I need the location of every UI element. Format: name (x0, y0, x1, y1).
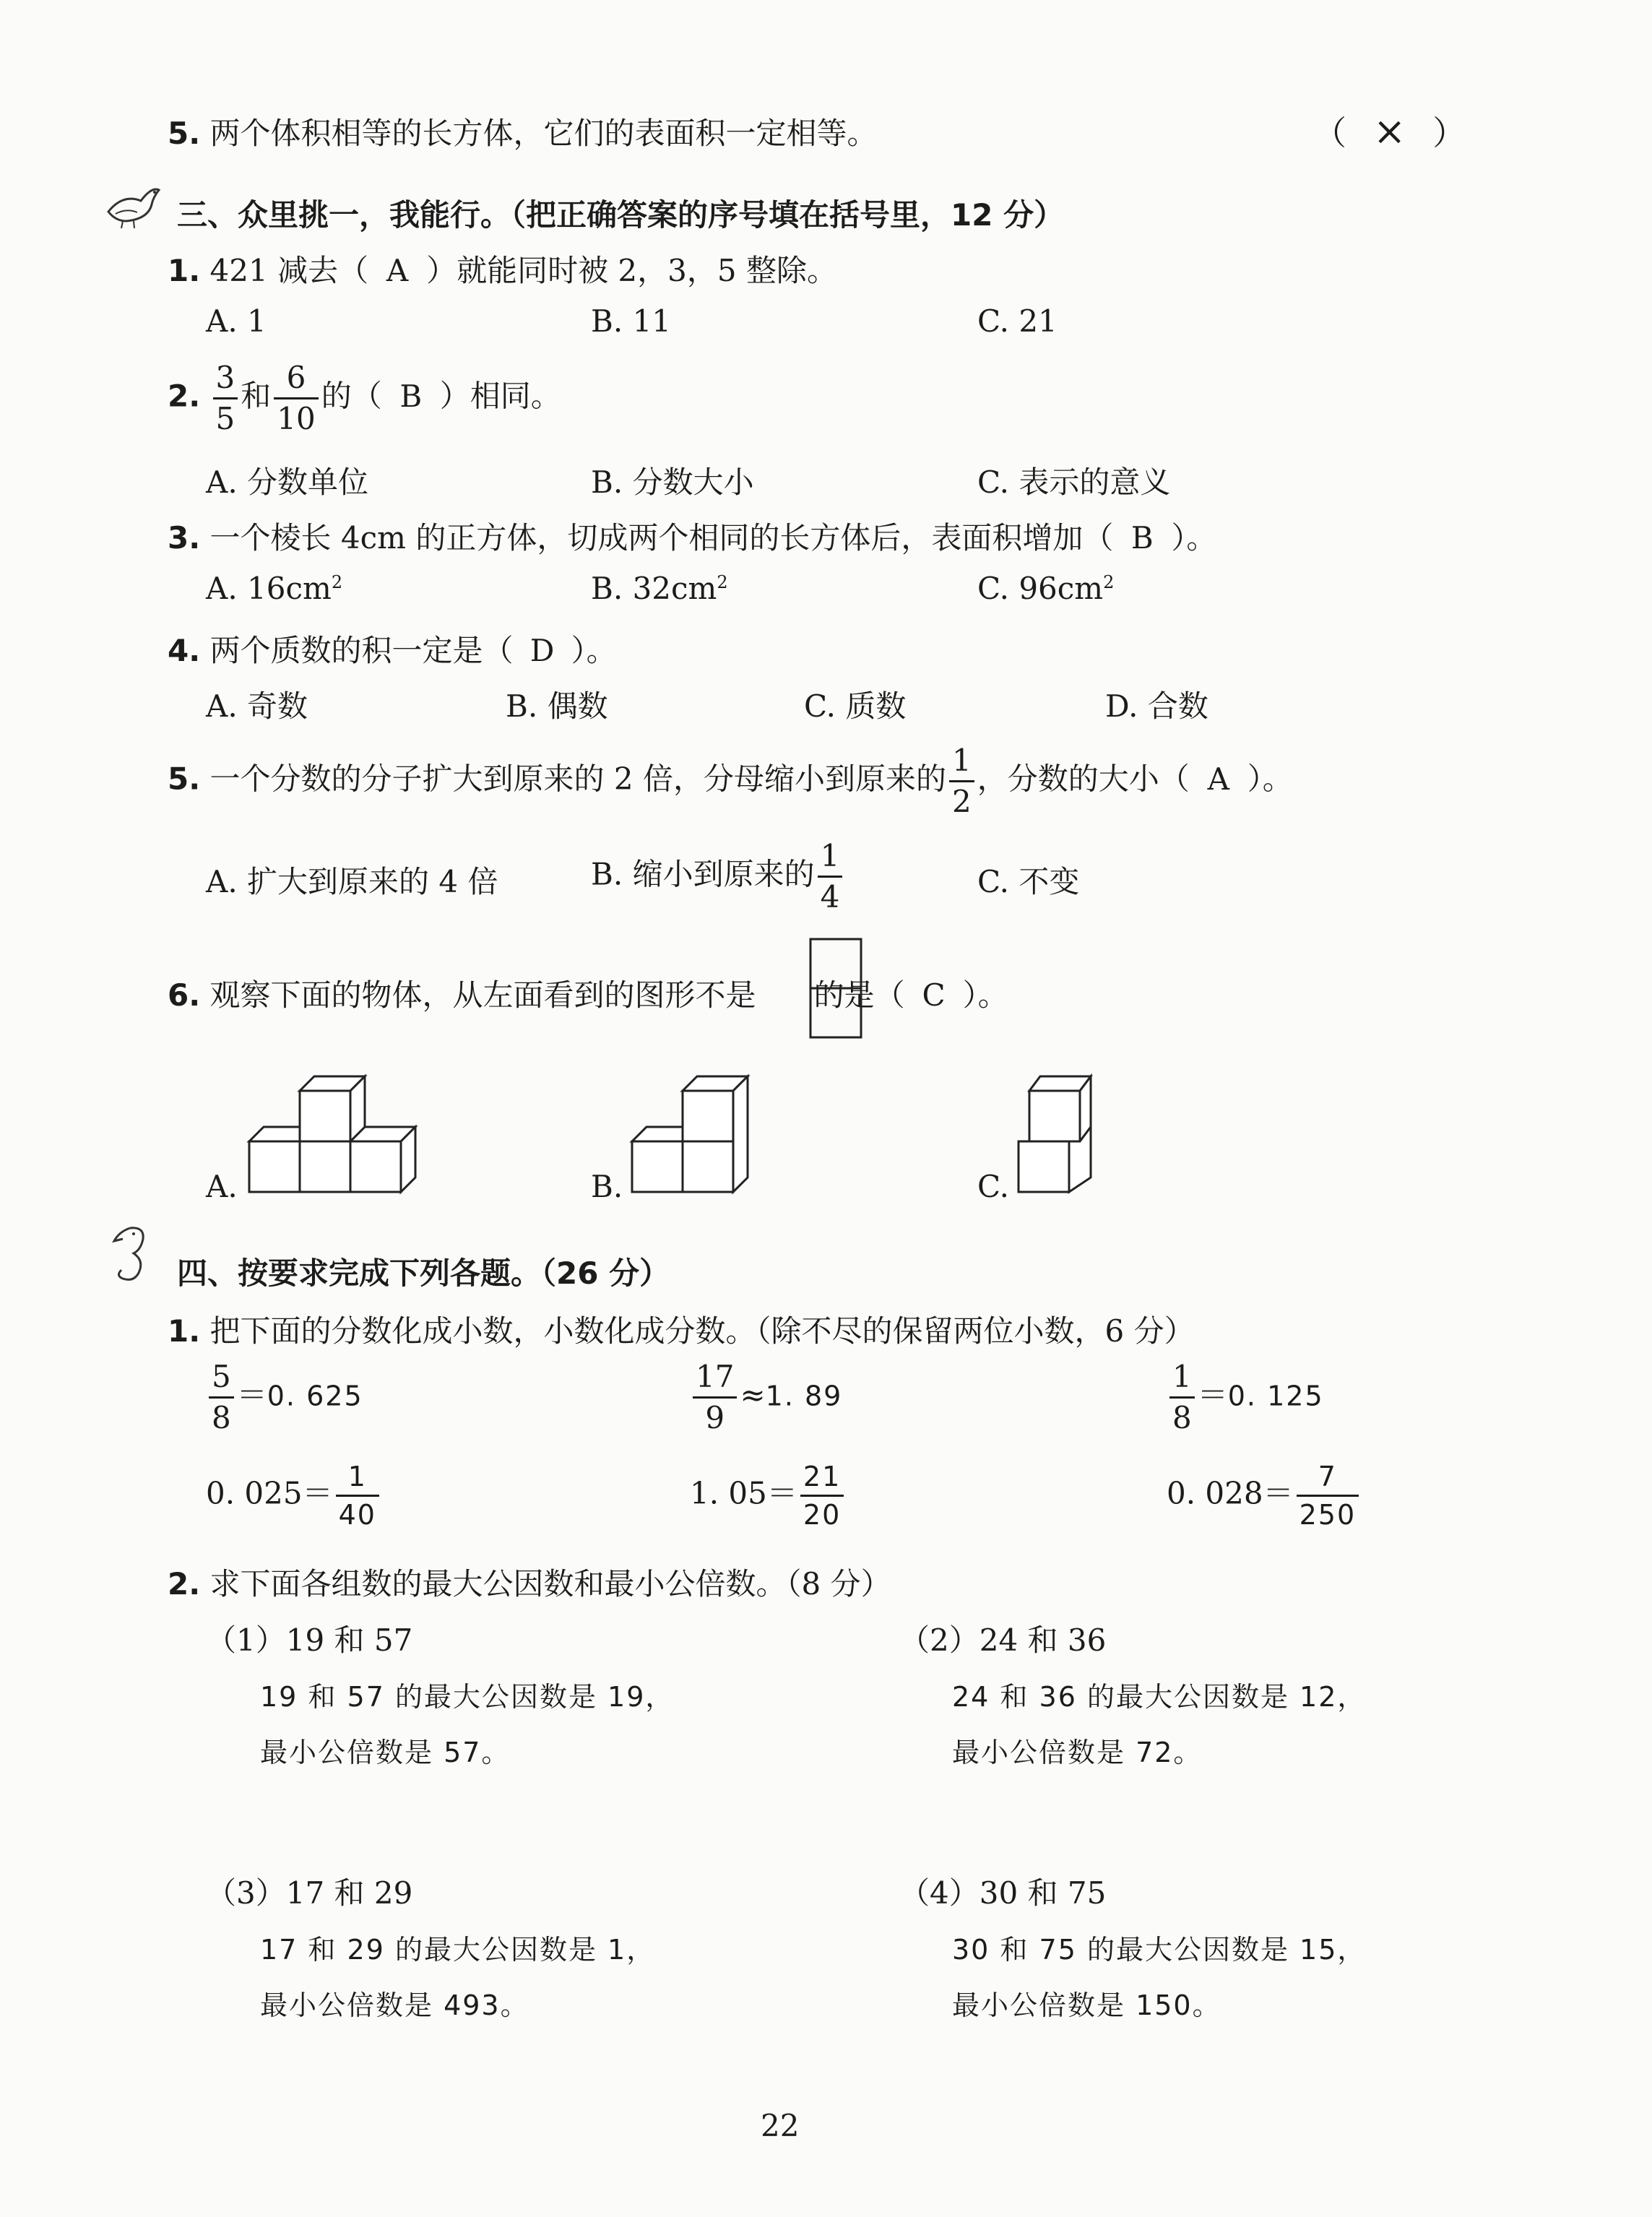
conversion-item: 0. 025＝ $\frac{1}{40}$ (206, 1463, 382, 1529)
cube-figure-b (628, 1076, 773, 1206)
cube-figure-a (246, 1076, 426, 1206)
figure-label: A. (206, 1169, 238, 1204)
gcd-lcm-label: （3）17 和 29 (206, 1875, 413, 1911)
handwritten-answer: 17 和 29 的最大公因数是 1， (260, 1934, 656, 1966)
option: A. $16cm^2$ (206, 571, 343, 606)
option: A. 分数单位 (206, 464, 369, 500)
handwritten-answer: 最小公倍数是 72。 (952, 1737, 1203, 1768)
option: A. 扩大到原来的 4 倍 (206, 864, 498, 899)
fraction: $\frac{3}{5}$ (213, 363, 238, 434)
s3-question-6: 6. 观察下面的物体，从左面看到的图形不是 的是（ C ）。 (168, 977, 1008, 1013)
gcd-lcm-label: （4）30 和 75 (899, 1875, 1107, 1911)
s3-question-3: 3. 一个棱长 4cm 的正方体，切成两个相同的长方体后，表面积增加（ B ）。 (168, 520, 1217, 556)
handwritten-answer: 30 和 75 的最大公因数是 15， (952, 1934, 1367, 1966)
answer-blank: D (529, 633, 555, 668)
option: B. 分数大小 (591, 464, 754, 500)
handwritten-answer: 最小公倍数是 150。 (952, 1989, 1221, 2021)
section-4-title: 四、按要求完成下列各题。（26 分） (177, 1256, 670, 1291)
gcd-lcm-label: （1）19 和 57 (206, 1622, 413, 1658)
option: C. 21 (977, 303, 1058, 339)
option: B. 缩小到原来的 $\frac{1}{4}$ (591, 841, 845, 912)
handwritten-answer: 19 和 57 的最大公因数是 19， (260, 1681, 675, 1713)
section-3-title: 三、众里挑一，我能行。（把正确答案的序号填在括号里，12 分） (177, 197, 1065, 233)
conversion-item: $\frac{5}{8}$ ＝0. 625 (206, 1362, 363, 1433)
fraction: $\frac{1}{2}$ (949, 746, 974, 817)
s3-question-4: 4. 两个质数的积一定是（ D ）。 (168, 633, 617, 668)
option: C. 表示的意义 (977, 464, 1171, 500)
option: C. 不变 (977, 864, 1080, 899)
conversion-item: 1. 05＝ $\frac{21}{20}$ (690, 1463, 847, 1529)
seahorse-icon (101, 1221, 159, 1286)
fraction: $\frac{6}{10}$ (274, 363, 318, 434)
conversion-item: $\frac{17}{9}$ ≈1. 89 (690, 1362, 842, 1433)
option: C. 质数 (804, 688, 907, 724)
answer-blank: A (386, 253, 409, 288)
bird-icon (101, 172, 166, 230)
s4-question-2: 2. 求下面各组数的最大公因数和最小公倍数。（8 分） (168, 1566, 891, 1602)
answer-blank: B (399, 378, 423, 414)
option: B. 偶数 (506, 688, 608, 724)
cube-figure-c (1015, 1062, 1116, 1206)
s3-question-2: 2. $\frac{3}{5}$ 和 $\frac{6}{10}$ 的（ B ）相同。 (168, 360, 561, 436)
s3-question-1: 1. 421 减去（ A ）就能同时被 2，3，5 整除。 (168, 253, 837, 288)
option: C. $96cm^2$ (977, 571, 1115, 606)
conversion-item: $\frac{1}{8}$ ＝0. 125 (1167, 1362, 1324, 1433)
s3-question-5: 5. 一个分数的分子扩大到原来的 2 倍，分母缩小到原来的 $\frac{1}{2}$ ，分数的大小（ A ）。 (168, 743, 1293, 819)
handwritten-answer: 24 和 36 的最大公因数是 12， (952, 1681, 1367, 1713)
gcd-lcm-label: （2）24 和 36 (899, 1622, 1107, 1658)
judgement-answer: （ × ） (1313, 108, 1466, 154)
conversion-item: 0. 028＝ $\frac{7}{250}$ (1167, 1463, 1362, 1529)
s4-question-1: 1. 把下面的分数化成小数，小数化成分数。（除不尽的保留两位小数，6 分） (168, 1313, 1195, 1349)
question-5-judgement: 5. 两个体积相等的长方体，它们的表面积一定相等。 (168, 116, 878, 151)
answer-blank: B (1130, 520, 1154, 556)
answer-blank: A (1207, 761, 1229, 797)
figure-label: B. (591, 1169, 623, 1204)
figure-label: C. (977, 1169, 1009, 1204)
handwritten-answer: 最小公倍数是 57。 (260, 1737, 511, 1768)
two-squares-figure (809, 938, 864, 1040)
page-number: 22 (761, 2108, 800, 2143)
handwritten-answer: 最小公倍数是 493。 (260, 1989, 529, 2021)
answer-blank: C (922, 977, 946, 1013)
option: A. 奇数 (206, 688, 308, 724)
option: B. 11 (591, 303, 672, 339)
option: A. 1 (206, 303, 267, 339)
option: D. 合数 (1105, 688, 1208, 724)
fraction: $\frac{1}{4}$ (818, 841, 843, 912)
option: B. $32cm^2$ (591, 571, 728, 606)
